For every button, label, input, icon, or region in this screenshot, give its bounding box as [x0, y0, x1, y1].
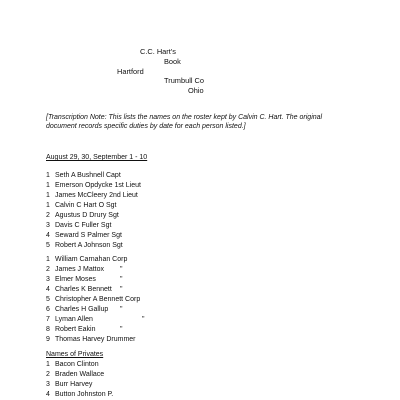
item-text: Thomas Harvey Drummer	[55, 336, 136, 343]
item-number: 1	[46, 256, 50, 263]
item-text: Elmer Moses	[55, 276, 96, 283]
item-text: Charles H Gallup	[55, 306, 109, 313]
book-owner-title: C.C. Hart's	[140, 47, 176, 56]
town-name: Hartford	[117, 67, 144, 76]
item-number: 1	[46, 172, 50, 179]
item-text: Calvin C Hart O Sgt	[55, 202, 117, 209]
item-number: 3	[46, 222, 50, 229]
state-name: Ohio	[188, 86, 204, 95]
item-number: 5	[46, 242, 50, 249]
item-number: 3	[46, 276, 50, 283]
ditto-mark: "	[142, 316, 145, 323]
item-text: Seth A Bushnell Capt	[55, 172, 121, 179]
item-number: 4	[46, 232, 50, 239]
ditto-mark: "	[120, 306, 123, 313]
list-item	[46, 241, 141, 251]
item-text: Button Johnston P.	[55, 391, 114, 398]
list-item	[46, 191, 141, 201]
list-item	[46, 275, 140, 285]
item-text: James J Mattox	[55, 266, 105, 273]
item-text: Lyman Allen	[55, 316, 93, 323]
list-item	[46, 255, 140, 265]
item-text: William Carnahan Corp	[55, 256, 128, 263]
transcription-note: [Transcription Note: This lists the names on the roster kept by Calvin C. Hart. The original document records specific duties by date for each person listed.]	[46, 114, 323, 130]
item-text: Burr Harvey	[55, 381, 93, 388]
item-number: 7	[46, 316, 50, 323]
item-number: 2	[46, 266, 50, 273]
list-item	[46, 305, 140, 315]
item-number: 4	[46, 391, 50, 398]
book-label: Book	[164, 57, 181, 66]
list-item	[46, 325, 140, 335]
item-number: 2	[46, 371, 50, 378]
list-item	[46, 221, 141, 231]
item-number: 9	[46, 336, 50, 343]
corporals-list	[46, 255, 145, 345]
item-number: 8	[46, 326, 50, 333]
item-number: 5	[46, 296, 50, 303]
item-number: 2	[46, 212, 50, 219]
list-item	[46, 285, 140, 295]
ditto-mark: "	[120, 276, 123, 283]
item-number: 1	[46, 361, 50, 368]
ditto-mark: "	[120, 286, 123, 293]
item-number: 4	[46, 286, 50, 293]
item-text: James McCleery 2nd Lieut	[55, 192, 138, 199]
item-text: Emerson Opdycke 1st Lieut	[55, 182, 141, 189]
list-item	[46, 390, 113, 400]
list-item	[46, 295, 140, 305]
ditto-mark: "	[120, 266, 123, 273]
list-item	[46, 181, 141, 191]
item-text: Braden Wallace	[55, 371, 105, 378]
officers-list	[46, 171, 141, 251]
ditto-mark: "	[120, 326, 123, 333]
list-item	[46, 265, 140, 275]
section-dates-heading: August 29, 30, September 1 - 10	[46, 154, 148, 161]
county-name: Trumbull Co	[164, 76, 204, 85]
item-text: Bacon Clinton	[55, 361, 99, 368]
list-item	[46, 171, 141, 181]
item-number: 1	[46, 192, 50, 199]
privates-list	[46, 360, 113, 400]
item-text: Christopher A Bennett Corp	[55, 296, 141, 303]
list-item	[46, 315, 145, 325]
item-number: 1	[46, 182, 50, 189]
item-text: Seward S Palmer Sgt	[55, 232, 122, 239]
privates-heading: Names of Privates	[46, 351, 104, 358]
item-text: Robert Eakin	[55, 326, 96, 333]
list-item	[46, 231, 141, 241]
list-item	[46, 335, 140, 345]
item-text: Davis C Fuller Sgt	[55, 222, 112, 229]
list-item	[46, 380, 113, 390]
item-text: Agustus D Drury Sgt	[55, 212, 119, 219]
item-number: 3	[46, 381, 50, 388]
list-item	[46, 360, 113, 370]
item-text: Robert A Johnson Sgt	[55, 242, 123, 249]
item-number: 6	[46, 306, 50, 313]
item-text: Charles K Bennett	[55, 286, 112, 293]
list-item	[46, 201, 141, 211]
item-number: 1	[46, 202, 50, 209]
list-item	[46, 370, 113, 380]
list-item	[46, 211, 141, 221]
